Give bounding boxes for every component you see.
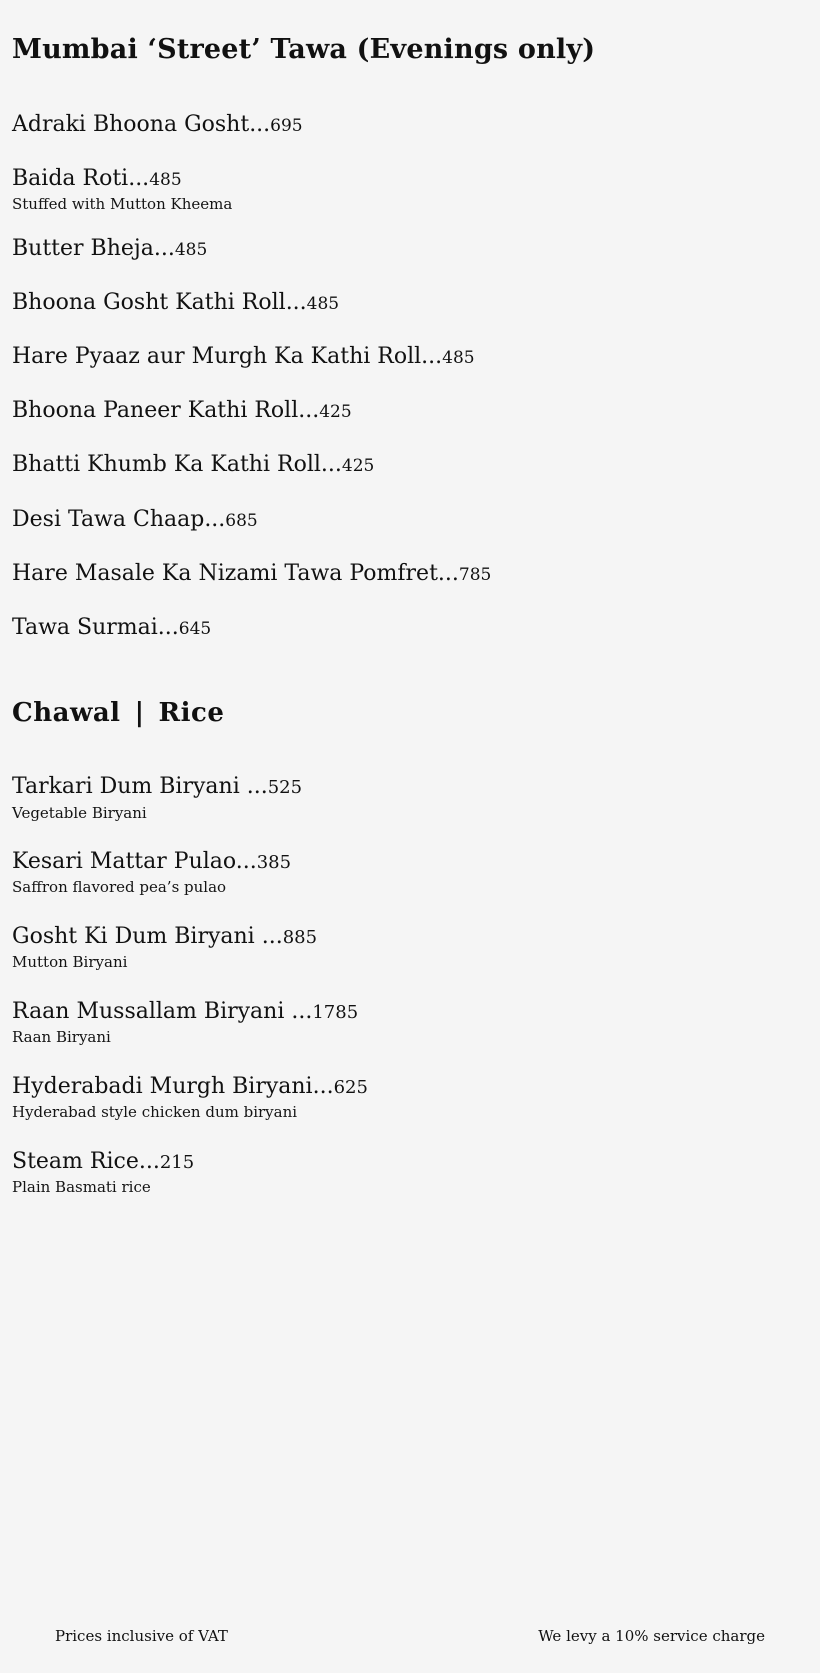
menu-item-description: Stuffed with Mutton Kheema [12,195,233,214]
menu-item-line [12,997,808,1026]
menu-item-line [12,1147,808,1176]
menu-item-line [12,111,808,139]
menu-item-price: 425 [319,402,352,423]
menu-item [12,614,808,642]
menu-item [12,922,808,973]
menu-item-name: Butter Bheja... [12,235,175,261]
menu-item-name: Bhoona Gosht Kathi Roll... [12,289,307,315]
tawa-item-list [12,111,808,642]
menu-item [12,772,808,823]
menu-item-name: Baida Roti... [12,166,150,192]
menu-item-name: Tawa Surmai... [12,614,179,640]
menu-item-price: 525 [267,777,303,799]
menu-item-name: Hyderabadi Murgh Biryani... [12,1073,334,1099]
menu-item-name: Bhatti Khumb Ka Kathi Roll... [12,452,342,478]
menu-item-line [12,847,808,876]
page-footer [0,1627,820,1645]
menu-item-name: Kesari Mattar Pulao... [12,849,257,874]
section-mumbai-street-tawa [0,0,820,642]
menu-item-price: 885 [282,926,318,948]
menu-item [12,235,808,263]
rice-item-list [12,772,808,1198]
menu-item [12,451,808,479]
menu-item-name: Raan Mussallam Biryani ... [12,998,313,1024]
menu-item-price: 485 [149,170,182,191]
menu-item-description: Hyderabad style chicken dum biryani [12,1103,298,1122]
section-chawal-rice [0,698,820,1198]
menu-item-price: 385 [256,852,292,873]
menu-item [12,506,808,534]
menu-item-name: Adraki Bhoona Gosht... [12,112,271,137]
menu-item-line [12,397,808,425]
menu-item-line [12,922,808,951]
menu-item-name: Gosht Ki Dum Biryani ... [12,923,283,949]
menu-item-price: 215 [159,1151,195,1173]
menu-item-line [12,289,808,317]
menu-item [12,1147,808,1198]
menu-item-name: Hare Masale Ka Nizami Tawa Pomfret... [12,560,459,586]
menu-item-price: 625 [333,1076,368,1098]
menu-item-line [12,343,808,371]
menu-item-line [12,614,808,642]
menu-item [12,343,808,371]
menu-item-price: 685 [225,510,258,531]
menu-item-line [12,451,808,479]
footer-service-charge-note: We levy a 10% service charge [538,1627,765,1645]
menu-item-description: Raan Biryani [12,1028,111,1047]
menu-item-price: 485 [442,348,475,369]
menu-item-name: Tarkari Dum Biryani ... [12,774,268,800]
menu-item-price: 785 [458,564,492,585]
menu-item-line [12,772,808,801]
menu-item-line [12,235,808,263]
menu-item [12,289,808,317]
menu-item-description: Mutton Biryani [12,953,128,972]
menu-item-price: 485 [306,293,340,314]
menu-item-line [12,165,808,193]
menu-item-price: 485 [174,239,208,260]
menu-item [12,847,808,898]
menu-item-line [12,1072,808,1101]
menu-item-description: Saffron flavored pea’s pulao [12,878,227,897]
section-title-rice-right: Rice [158,698,225,729]
menu-item-line [12,560,808,588]
menu-item-name: Hare Pyaaz aur Murgh Ka Kathi Roll... [12,344,443,370]
menu-item-description: Vegetable Biryani [12,803,147,822]
menu-item-description: Plain Basmati rice [12,1178,151,1197]
menu-item-price: 645 [178,618,212,639]
menu-item [12,165,808,215]
menu-item-name: Bhoona Paneer Kathi Roll... [12,398,320,424]
section-title-rice [12,698,808,728]
section-title-rice-left: Chawal [12,698,121,729]
menu-item [12,397,808,425]
footer-vat-note: Prices inclusive of VAT [55,1627,228,1645]
menu-item-line [12,506,808,534]
menu-item [12,1072,808,1123]
menu-item [12,111,808,139]
menu-item-name: Steam Rice... [12,1148,160,1174]
menu-item-price: 695 [270,116,303,136]
section-title-tawa: Mumbai ‘Street’ Tawa (Evenings only) [12,34,596,65]
menu-item-name: Desi Tawa Chaap... [12,506,226,532]
section-title-separator: | [134,698,145,729]
menu-item [12,997,808,1048]
menu-item-price: 425 [341,456,375,477]
menu-item [12,560,808,588]
menu-item-price: 1785 [312,1001,359,1023]
